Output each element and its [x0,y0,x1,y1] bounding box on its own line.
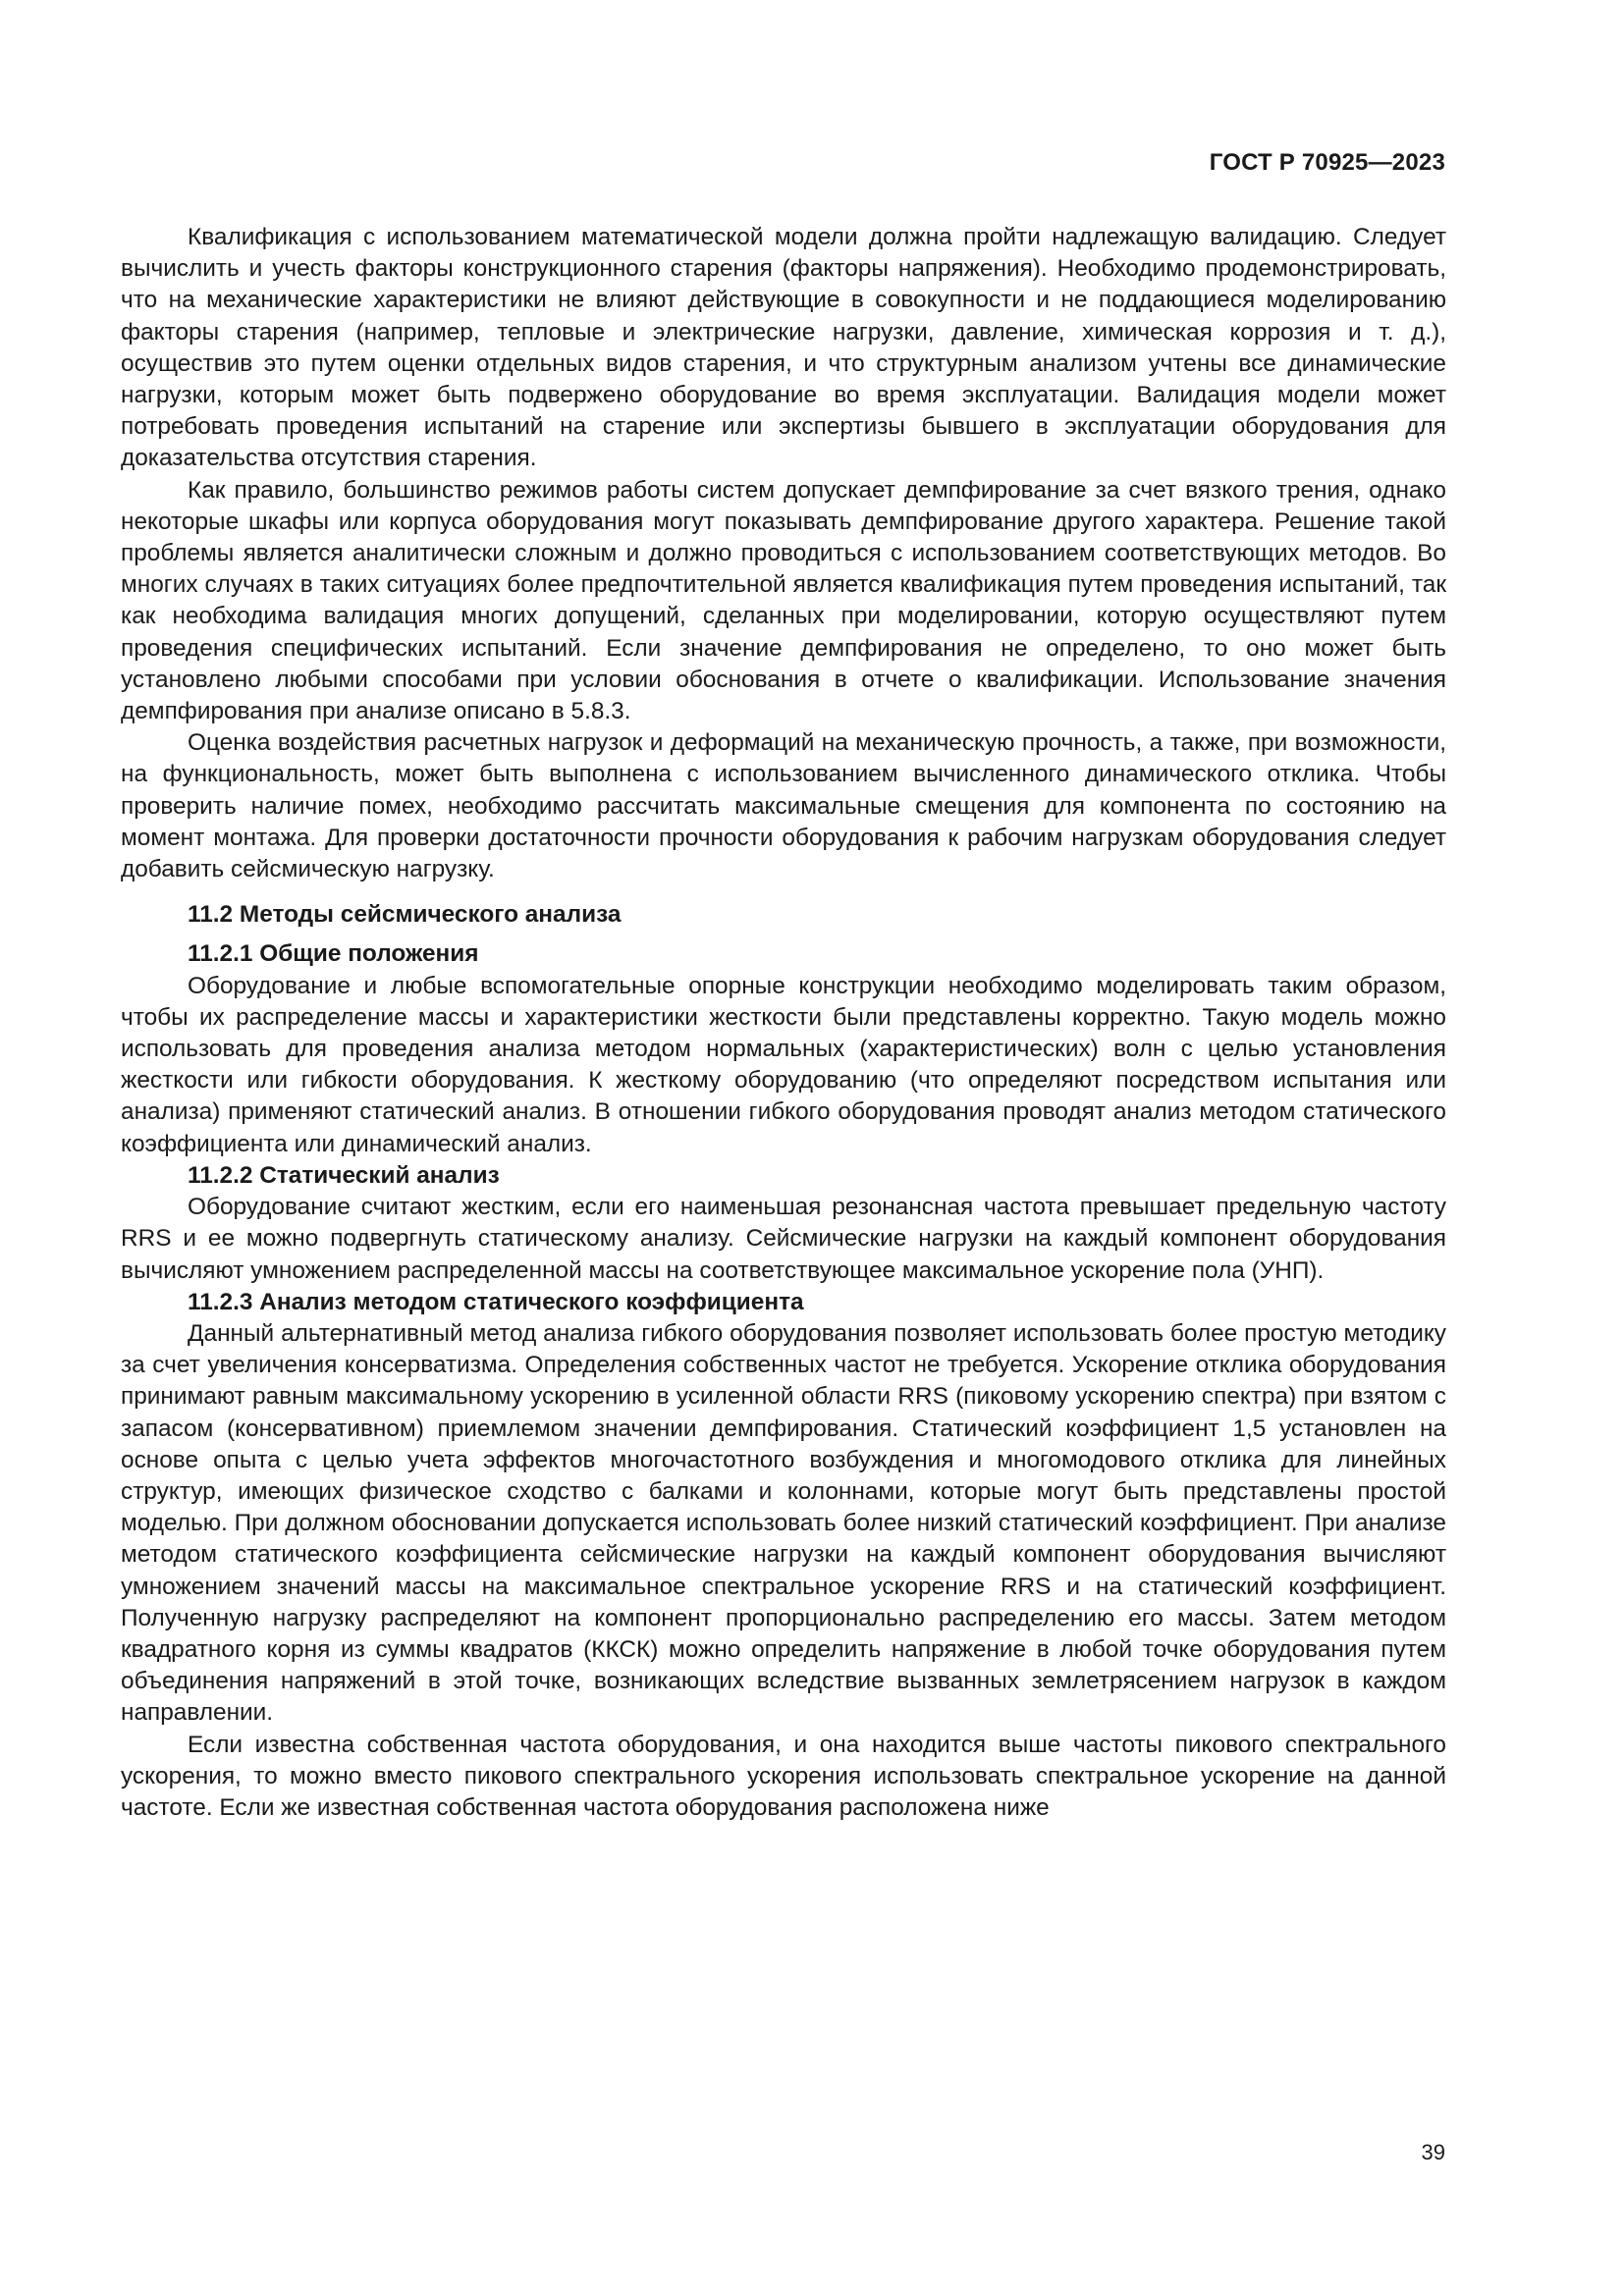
subsection-heading: 11.2.1 Общие положения [188,940,479,968]
paragraph: Квалификация с использованием математической модели должна пройти надлежащую валидацию. Следует вычислить и учесть факторы конструкционного старения (факторы напряжения). Необходимо продемонстрировать, что на механические характеристики не влияют действующие в совокупности и не поддающиеся моделированию факторы старения (например, тепловые и электрические нагрузки, давление, химическая коррозия и т. д.), осуществив это путем оценки отдельных видов старения, и что структурным анализом учтены все динамические нагрузки, которым может быть подвержено оборудование во время эксплуатации. Валидация модели может потребовать проведения испытаний на старение или экспертизы бывшего в эксплуатации оборудования для доказательства отсутствия старения. [121,224,1446,472]
page-number: 39 [1421,2140,1445,2164]
document-code: ГОСТ Р 70925—2023 [1209,149,1445,176]
paragraph: Оборудование и любые вспомогательные опорные конструкции необходимо моделировать таким образом, чтобы их распределение массы и характеристики жесткости были представлены корректно. Такую модель можно использовать для проведения анализа методом нормальных (характеристических) волн с целью установления жесткости или гибкости оборудования. К жесткому оборудованию (что определяют посредством испытания или анализа) применяют статический анализ. В отношении гибкого оборудования проводят анализ методом статического коэффициента или динамический анализ. [121,972,1446,1157]
subsection-heading: 11.2.3 Анализ методом статического коэффициента [188,1288,804,1315]
paragraph: Если известна собственная частота оборудования, и она находится выше частоты пикового спектрального ускорения, то можно вместо пикового спектрального ускорения использовать спектральное ускорение на данной частоте. Если же известная собственная частота оборудования расположена ниже [121,1731,1446,1821]
paragraph: Данный альтернативный метод анализа гибкого оборудования позволяет использовать более простую методику за счет увеличения консерватизма. Определения собственных частот не требуется. Ускорение отклика оборудования принимают равным максимальному ускорению в усиленной области RRS (пиковому ускорению спектра) при взятом с запасом (консервативном) приемлемом значении демпфирования. Статический коэффициент 1,5 установлен на основе опыта с целью учета эффектов многочастотного возбуждения и многомодового отклика для линейных структур, имеющих физическое сходство с балками и колоннами, которые могут быть представлены простой моделью. При должном обосновании допускается использовать более низкий статический коэффициент. При анализе методом статического коэффициента сейсмические нагрузки на каждый компонент оборудования вычисляют умножением значений массы на максимальное спектральное ускорение RRS и на статический коэффициент. Полученную нагрузку распределяют на компонент пропорционально распределению его массы. Затем методом квадратного корня из суммы квадратов (ККСК) можно определить напряжение в любой точке оборудования путем объединения напряжений в этой точке, возникающих вследствие вызванных землетрясением нагрузок в каждом направлении. [121,1319,1446,1727]
paragraph: Оценка воздействия расчетных нагрузок и деформаций на механическую прочность, а также, при возможности, на функциональность, может быть выполнена с использованием вычисленного динамического отклика. Чтобы проверить наличие помех, необходимо рассчитать максимальные смещения для компонента по состоянию на момент монтажа. Для проверки достаточности прочности оборудования к рабочим нагрузкам оборудования следует добавить сейсмическую нагрузку. [121,729,1446,883]
paragraph: Оборудование считают жестким, если его наименьшая резонансная частота превышает предельную частоту RRS и ее можно подвергнуть статическому анализу. Сейсмические нагрузки на каждый компонент оборудования вычисляют умножением распределенной массы на соответствующее максимальное ускорение пола (УНП). [121,1194,1446,1284]
subsection-heading: 11.2.2 Статический анализ [188,1161,500,1189]
section-heading: 11.2 Методы сейсмического анализа [188,901,622,929]
page-content [121,222,1446,1824]
paragraph: Как правило, большинство режимов работы систем допускает демпфирование за счет вязкого трения, однако некоторые шкафы или корпуса оборудования могут показывать демпфирование другого характера. Решение такой проблемы является аналитически сложным и должно проводиться с использованием соответствующих методов. Во многих случаях в таких ситуациях более предпочтительной является квалификация путем проведения испытаний, так как необходима валидация многих допущений, сделанных при моделировании, которую осуществляют путем проведения специфических испытаний. Если значение демпфирования не определено, то оно может быть установлено любыми способами при условии обоснования в отчете о квалификации. Использование значения демпфирования при анализе описано в 5.8.3. [121,476,1446,725]
